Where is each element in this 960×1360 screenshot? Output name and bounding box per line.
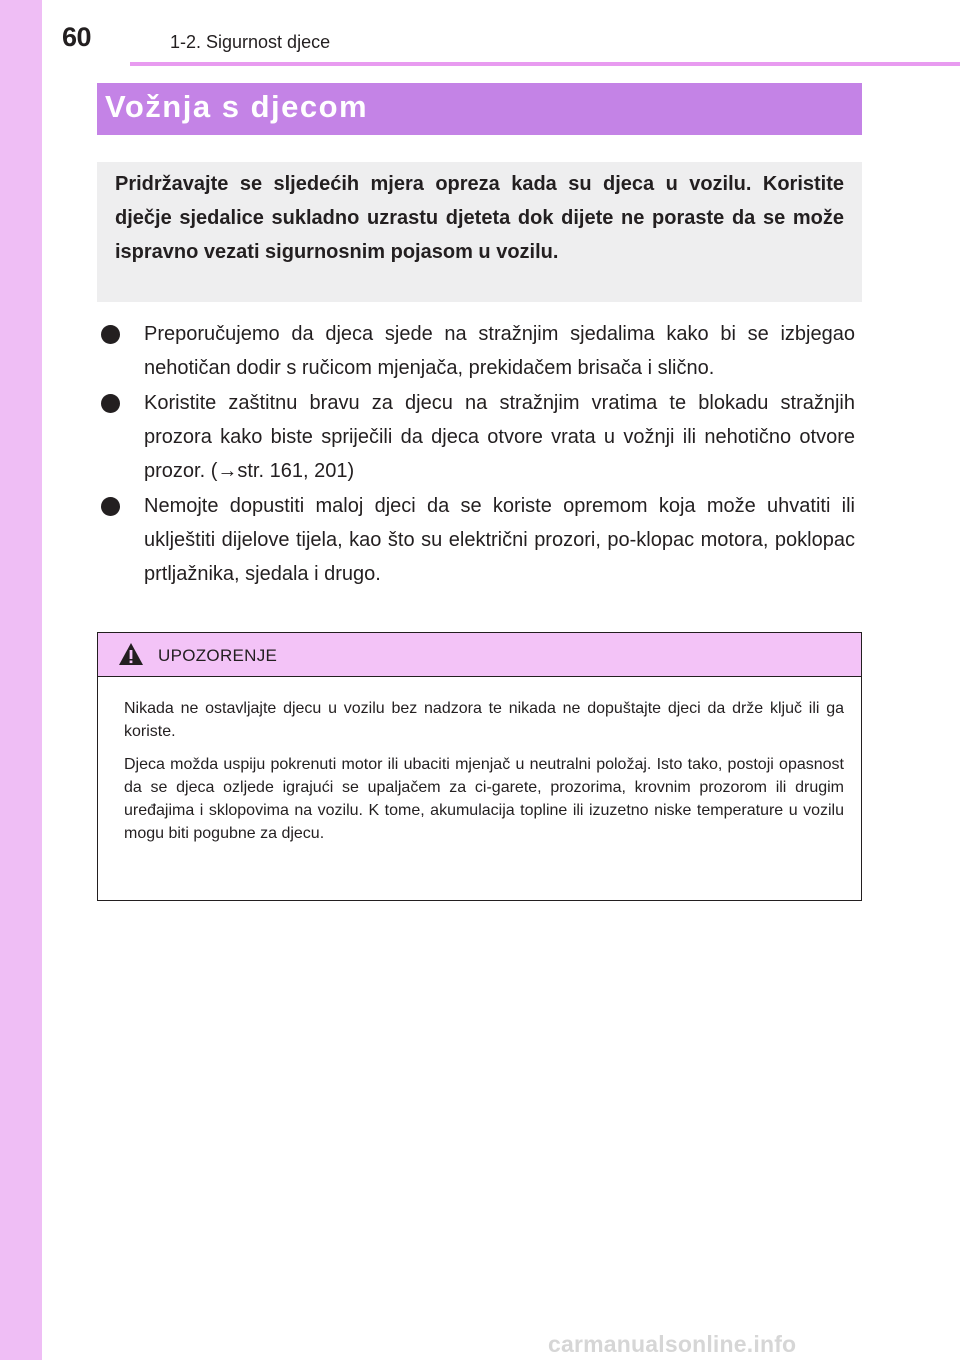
warning-box <box>97 632 862 901</box>
bullet-icon <box>101 394 120 413</box>
bullet-icon <box>101 497 120 516</box>
bullet-text: Preporučujemo da djeca sjede na stražnjim sjedalima kako bi se izbjegao nehotičan dodir s ručicom mjenjača, prekidačem brisača i slično. <box>144 323 855 379</box>
intro-text: Pridržavajte se sljedećih mjera opreza kada su djeca u vozilu. Koristite dječje sjedalice sukladno uzrastu djeteta dok dijete ne poraste da se može ispravno vezati sigurnosnim pojasom u vozilu. <box>115 173 844 263</box>
intro-box <box>97 162 862 302</box>
watermark: carmanualsonline.info <box>548 1331 797 1357</box>
side-color-strip <box>0 0 42 1360</box>
warning-body <box>98 677 861 845</box>
section-label: 1-2. Sigurnost djece <box>170 32 331 52</box>
list-item <box>101 489 855 591</box>
warning-header <box>98 633 861 677</box>
bullet-text: Nemojte dopustiti maloj djeci da se koriste opremom koja može uhvatiti ili uklještiti dijelove tijela, kao što su električni prozori, po-klopac motora, poklopac prtljažnika, sjedala i drugo. <box>144 495 855 585</box>
page-title: Vožnja s djecom <box>105 89 369 124</box>
header-rule <box>130 62 960 66</box>
warning-paragraph: Nikada ne ostavljajte djecu u vozilu bez nadzora te nikada ne dopuštajte djeci da drže ključ ili ga koriste. <box>124 700 844 740</box>
list-item <box>101 317 855 385</box>
warning-label: UPOZORENJE <box>158 646 278 665</box>
page-number: 60 <box>62 22 92 52</box>
warning-paragraph: Djeca možda uspiju pokrenuti motor ili ubaciti mjenjač u neutralni položaj. Isto tako, postoji opasnost da se djeca ozljede igrajući se upaljačem za ci-garete, prozorima, krovnim prozorom ili drugim uređajima i sklopovima na vozilu. K tome, akumulacija topline ili izuzetno niske temperature u vozilu mogu biti pogubne za djecu. <box>124 756 844 842</box>
list-item <box>101 386 855 488</box>
page-title-band <box>97 83 862 135</box>
bullet-text: Koristite zaštitnu bravu za djecu na stražnjim vratima te blokadu stražnjih prozora kako biste spriječili da djeca otvore vrata u vožnji ili nehotično otvore prozor. (→str. 161, 201) <box>144 392 855 482</box>
bullet-icon <box>101 325 120 344</box>
warning-triangle-icon <box>118 642 144 666</box>
bullet-list <box>101 317 855 592</box>
